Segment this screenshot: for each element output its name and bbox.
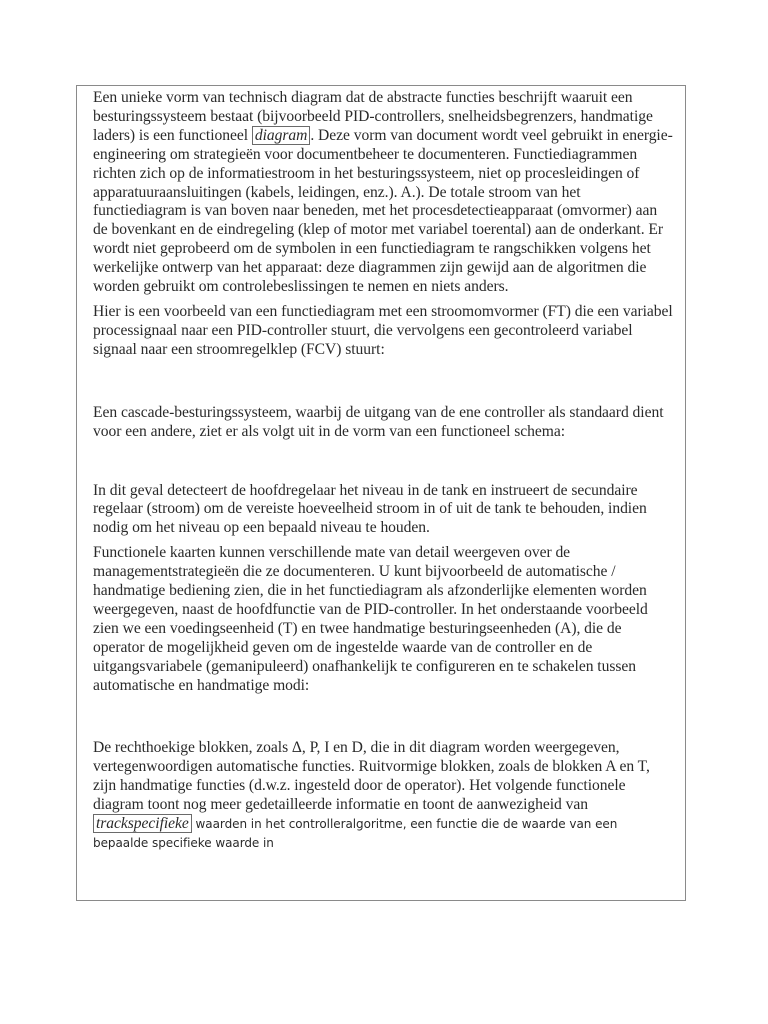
paragraph-blocks: De rechthoekige blokken, zoals Δ, P, I en D, die in dit diagram worden weergegeven, vertegenwoordigen automatische functies. Ruitvormige blokken, zoals de blokken A en T, zijn handmatige functies (d.w.z. ingesteld door de operator). Het volgende functionele diagram toont nog meer gedetailleerde informatie en toont de aanwezigheid van trackspecifieke waarden in het controlleralgoritme, een functie die de waarde van een bepaalde specifieke waarde in — [93, 739, 650, 850]
paragraph-case: In dit geval detecteert de hoofdregelaar het niveau in de tank en instrueert de secundaire regelaar (stroom) om de vereiste hoeveelheid stroom in of uit de tank te behouden, indien nodig om het niveau op een bepaald niveau te houden. — [93, 481, 647, 537]
document-body — [93, 89, 675, 853]
paragraph-intro: Een unieke vorm van technisch diagram dat de abstracte functies beschrijft waaruit een besturingssysteem bestaat (bijvoorbeeld PID-controllers, snelheidsbegrenzers, handmatige laders) is een functioneel diagram . Deze vorm van document wordt veel gebruikt in energie-engineering om strategieën voor documentbeheer te documenteren. Functiediagrammen richten zich op de informatiestroom in het besturingssysteem, niet op procesleidingen of apparatuuraansluitingen (kabels, leidingen, enz.). A.). De totale stroom van het functiediagram is van boven naar beneden, met het procesdetectieapparaat (omvormer) aan de bovenkant en de eindregeling (klep of motor met variabel toerental) aan de onderkant. Er wordt niet geprobeerd om de symbolen in een functiediagram te rangschikken volgens het werkelijke ontwerp van het apparaat: deze diagrammen zijn gewijd aan de algoritmen die worden gebruikt om controlebeslissingen te nemen en niets anders. — [93, 89, 673, 296]
paragraph-functional-maps: Functionele kaarten kunnen verschillende mate van detail weergeven over de managementstrategieën die ze documenteren. U kunt bijvoorbeeld de automatische / handmatige bediening zien, die in het functiediagram als afzonderlijke elementen worden weergegeven, naast de hoofdfunctie van de PID-controller. In het onderstaande voorbeeld zien we een voedingseenheid (T) en twee handmatige besturingseenheden (A), die de operator de mogelijkheid geven om de ingestelde waarde van de controller en de uitgangsvariabele (gemanipuleerd) onafhankelijk te configureren en te schakelen tussen automatische en handmatige modi: — [93, 544, 648, 694]
highlighted-word[interactable]: trackspecifieke — [93, 814, 192, 833]
highlighted-word[interactable]: diagram — [252, 126, 311, 145]
document-page — [76, 85, 686, 901]
paragraph-example: Hier is een voorbeeld van een functiediagram met een stroomomvormer (FT) die een variabel processignaal naar een PID-controller stuurt, die vervolgens een gecontroleerd variabel signaal naar een stroomregelklep (FCV) stuurt: — [93, 302, 673, 358]
paragraph-cascade: Een cascade-besturingssysteem, waarbij de uitgang van de ene controller als standaard dient voor een andere, ziet er als volgt uit in de vorm van een functioneel schema: — [93, 403, 664, 440]
